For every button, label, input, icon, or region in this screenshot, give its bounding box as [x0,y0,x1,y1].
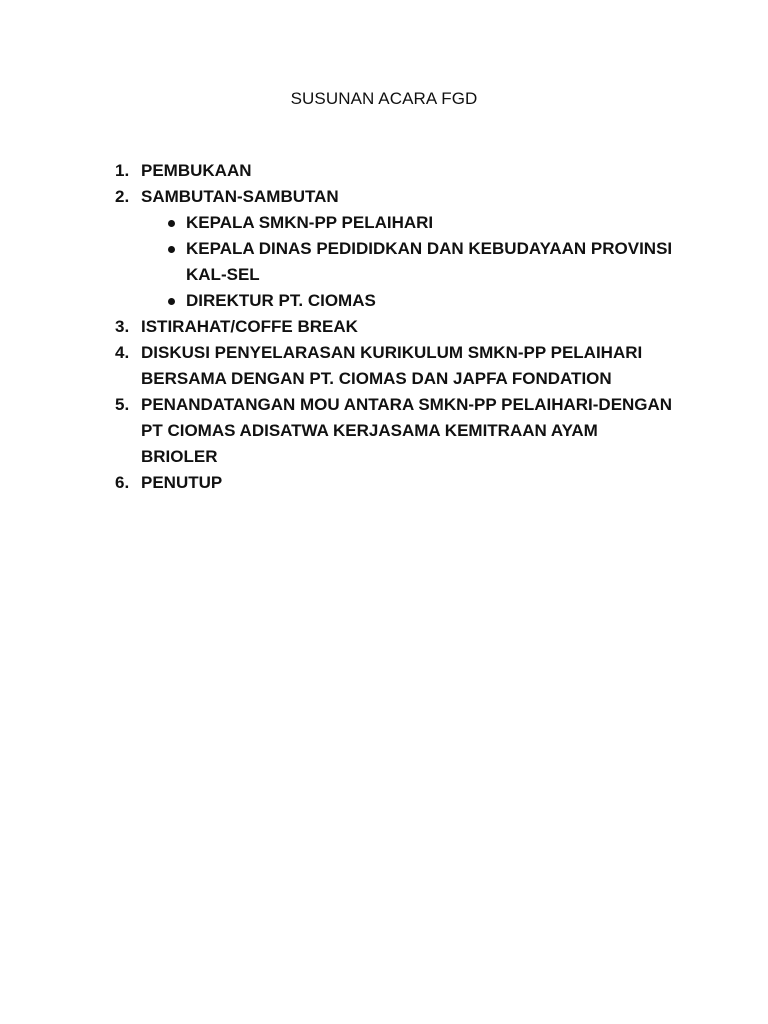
agenda-number: 3. [115,317,130,336]
speech-sub-list [141,210,675,314]
agenda-item-4 [115,340,675,392]
agenda-text: PEMBUKAAN [141,161,252,180]
bullet-icon [168,298,175,305]
sub-item-2 [141,236,675,288]
agenda-text: DISKUSI PENYELARASAN KURIKULUM SMKN-PP PELAIHARI BERSAMA DENGAN PT. CIOMAS DAN JAPFA FONDATION [141,343,643,388]
sub-item-1 [141,210,675,236]
agenda-item-1 [115,158,675,184]
agenda-item-2 [115,184,675,314]
sub-item-text: KEPALA SMKN-PP PELAIHARI [186,213,434,232]
agenda-text: SAMBUTAN-SAMBUTAN [141,187,339,206]
sub-item-text: DIREKTUR PT. CIOMAS [186,291,376,310]
agenda-text: ISTIRAHAT/COFFE BREAK [141,317,358,336]
agenda-list [115,158,675,496]
agenda-number: 2. [115,187,130,206]
agenda-number: 1. [115,161,130,180]
agenda-text: PENUTUP [141,473,223,492]
agenda-number: 4. [115,343,130,362]
sub-item-text: KEPALA DINAS PEDIDIDKAN DAN KEBUDAYAAN PROVINSI KAL-SEL [186,239,673,284]
agenda-item-6 [115,470,675,496]
bullet-icon [168,220,175,227]
sub-item-3 [141,288,675,314]
agenda-number: 5. [115,395,130,414]
agenda-number: 6. [115,473,130,492]
document-title: SUSUNAN ACARA FGD [290,89,478,108]
agenda-text: PENANDATANGAN MOU ANTARA SMKN-PP PELAIHARI-DENGAN PT CIOMAS ADISATWA KERJASAMA KEMITRAAN AYAM BRIOLER [141,395,673,466]
agenda-item-5 [115,392,675,470]
bullet-icon [168,246,175,253]
agenda-item-3 [115,314,675,340]
